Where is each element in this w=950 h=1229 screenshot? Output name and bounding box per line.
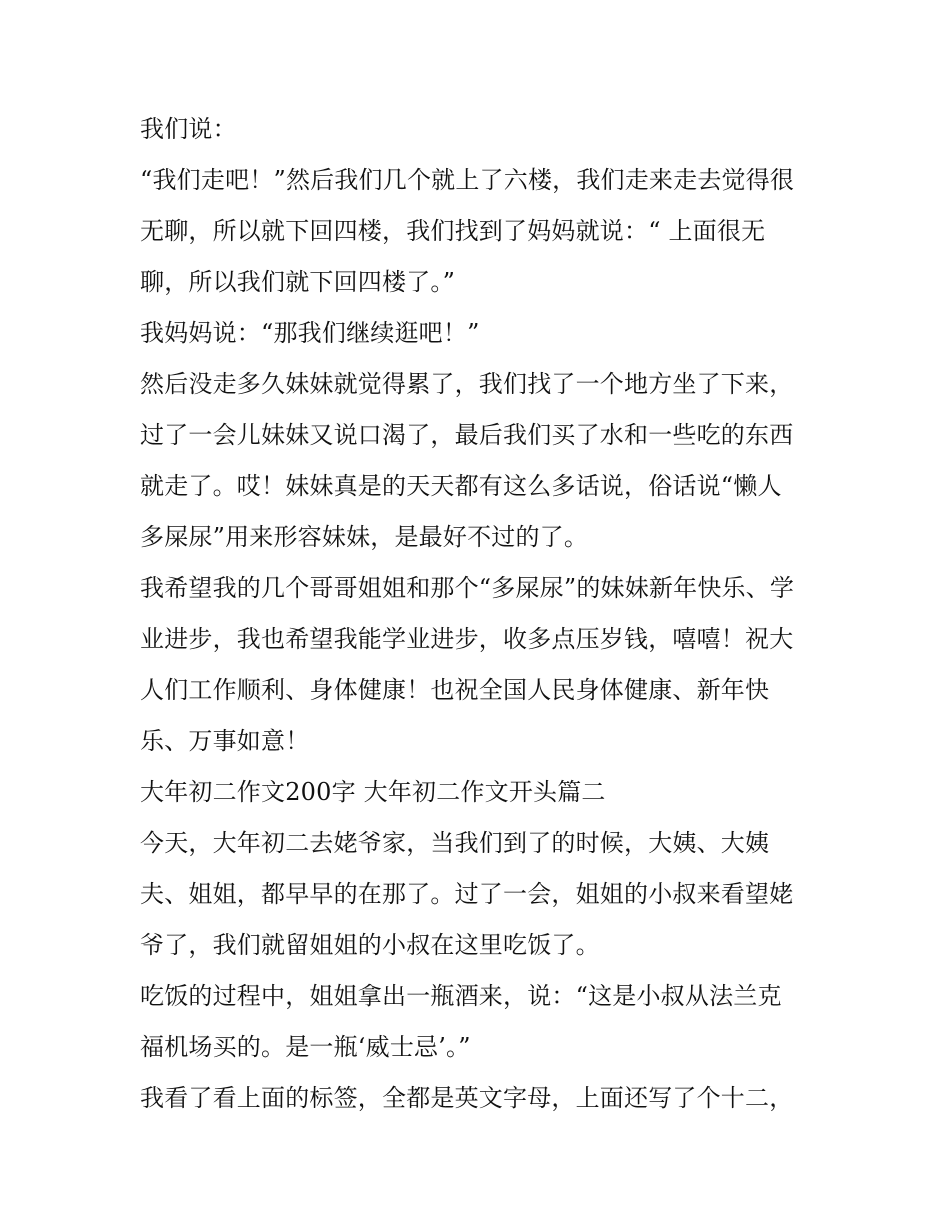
text-line: 夫、姐姐，都早早的在那了。过了一会，姐姐的小叔来看望姥 [140, 880, 794, 908]
text-line: 爷了，我们就留姐姐的小叔在这里吃饭了。 [140, 931, 600, 959]
text-line: 我希望我的几个哥哥姐姐和那个“多屎尿”的妹妹新年快乐、学 [140, 574, 795, 602]
text-line: 福机场买的。是一瓶‘威士忌’。” [140, 1033, 471, 1061]
text-line: 我妈妈说：“那我们继续逛吧！” [140, 319, 480, 347]
text-line: 吃饭的过程中，姐姐拿出一瓶酒来，说：“这是小叔从法兰克 [140, 982, 782, 1010]
text-line: 然后没走多久妹妹就觉得累了，我们找了一个地方坐了下来， [140, 370, 794, 398]
text-line: 乐、万事如意！ [140, 727, 310, 755]
text-line: 多屎尿”用来形容妹妹，是最好不过的了。 [140, 523, 589, 551]
section-heading: 大年初二作文200字 大年初二作文开头篇二 [140, 778, 606, 806]
text-line: 聊，所以我们就下回四楼了。” [140, 268, 456, 296]
text-line: 无聊，所以就下回四楼，我们找到了妈妈就说：“ 上面很无 [140, 217, 766, 245]
text-line: 我们说： [140, 115, 237, 143]
text-line: 人们工作顺利、身体健康！也祝全国人民身体健康、新年快 [140, 676, 770, 704]
text-line: 过了一会儿妹妹又说口渴了，最后我们买了水和一些吃的东西 [140, 421, 794, 449]
text-line: “我们走吧！”然后我们几个就上了六楼，我们走来走去觉得很 [140, 166, 795, 194]
text-line: 业进步，我也希望我能学业进步，收多点压岁钱，嘻嘻！祝大 [140, 625, 794, 653]
document-body [140, 104, 820, 1124]
text-line: 今天，大年初二去姥爷家，当我们到了的时候，大姨、大姨 [140, 829, 770, 857]
text-line: 就走了。哎！妹妹真是的天天都有这么多话说，俗话说“懒人 [140, 472, 782, 500]
text-line: 我看了看上面的标签，全都是英文字母，上面还写了个十二， [140, 1084, 794, 1112]
